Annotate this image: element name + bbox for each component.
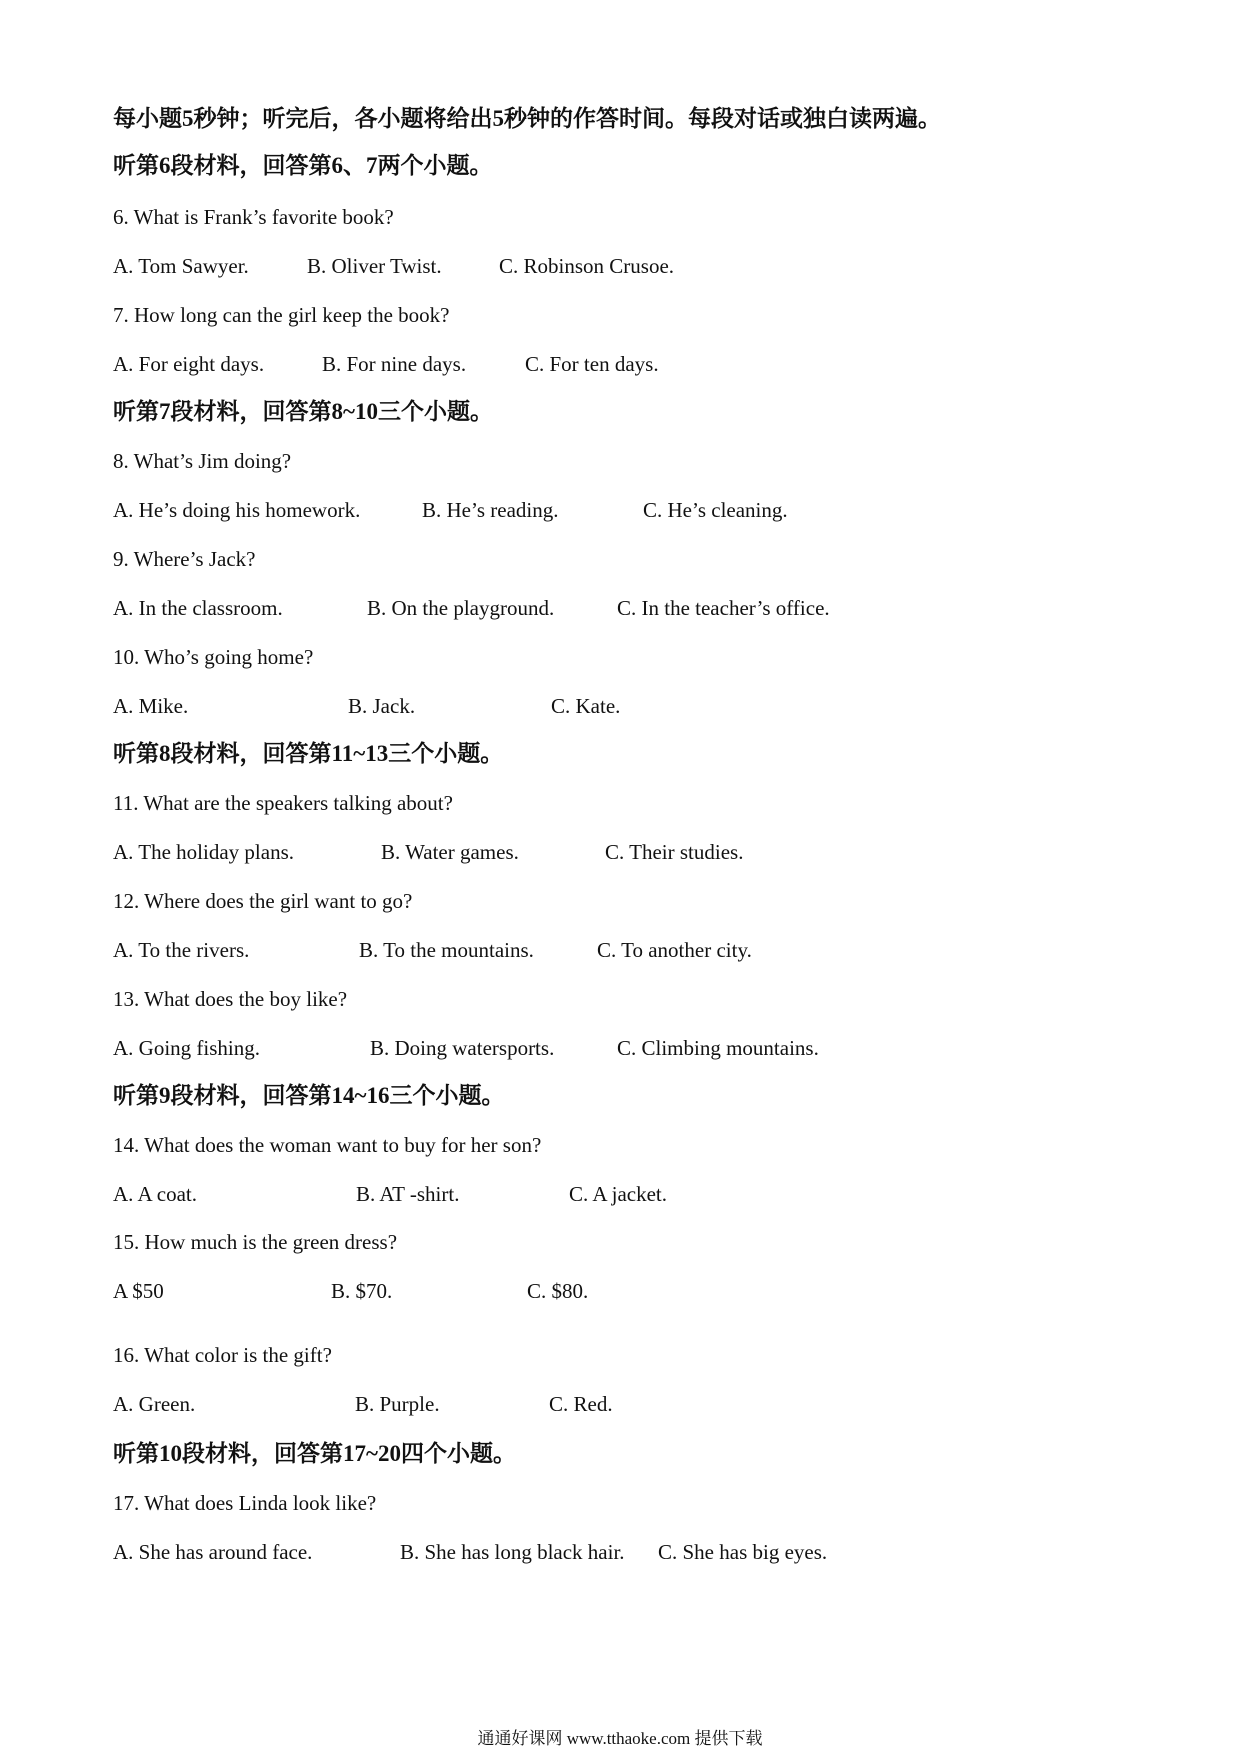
- question-text: 15. How much is the green dress?: [113, 1230, 398, 1254]
- option-c: C. For ten days.: [525, 352, 659, 376]
- option-c: C. Red.: [549, 1392, 613, 1416]
- option-b: B. Purple.: [355, 1392, 440, 1416]
- option-c: C. He’s cleaning.: [643, 498, 788, 522]
- option-b: B. To the mountains.: [359, 938, 534, 962]
- option-c: C. Kate.: [551, 694, 621, 718]
- question-text: 9. Where’s Jack?: [113, 547, 256, 571]
- question-text: 16. What color is the gift?: [113, 1343, 332, 1367]
- question-text: 14. What does the woman want to buy for her son?: [113, 1133, 542, 1157]
- option-a: A $50: [113, 1279, 164, 1303]
- option-a: A. To the rivers.: [113, 938, 250, 962]
- option-b: B. Jack.: [348, 694, 416, 718]
- option-a: A. The holiday plans.: [113, 840, 295, 864]
- option-b: B. AT -shirt.: [356, 1182, 460, 1206]
- option-a: A. She has around face.: [113, 1540, 313, 1564]
- option-b: B. She has long black hair.: [400, 1540, 625, 1564]
- option-c: C. $80.: [527, 1279, 589, 1303]
- section-heading: 听第9段材料，回答第14~16三个小题。: [113, 1083, 505, 1108]
- option-c: C. A jacket.: [569, 1182, 667, 1206]
- section-heading: 听第8段材料，回答第11~13三个小题。: [113, 741, 504, 766]
- option-a: A. Green.: [113, 1392, 196, 1416]
- option-c: C. Climbing mountains.: [617, 1036, 819, 1060]
- question-text: 10. Who’s going home?: [113, 645, 314, 669]
- option-b: B. Water games.: [381, 840, 519, 864]
- question-text: 6. What is Frank’s favorite book?: [113, 205, 394, 229]
- option-a: A. Mike.: [113, 694, 189, 718]
- question-text: 8. What’s Jim doing?: [113, 449, 292, 473]
- option-a: A. Going fishing.: [113, 1036, 260, 1060]
- option-c: C. Robinson Crusoe.: [499, 254, 675, 278]
- option-a: A. A coat.: [113, 1182, 197, 1206]
- instruction-text: 每小题5秒钟；听完后，各小题将给出5秒钟的作答时间。每段对话或独白读两遍。: [113, 106, 941, 131]
- question-text: 17. What does Linda look like?: [113, 1491, 377, 1515]
- option-c: C. She has big eyes.: [658, 1540, 828, 1564]
- option-b: B. For nine days.: [322, 352, 467, 376]
- option-a: A. For eight days.: [113, 352, 265, 376]
- option-b: B. On the playground.: [367, 596, 555, 620]
- option-a: A. In the classroom.: [113, 596, 283, 620]
- option-c: C. Their studies.: [605, 840, 744, 864]
- section-heading: 听第7段材料，回答第8~10三个小题。: [113, 399, 493, 424]
- option-b: B. $70.: [331, 1279, 393, 1303]
- option-b: B. Doing watersports.: [370, 1036, 555, 1060]
- option-a: A. He’s doing his homework.: [113, 498, 361, 522]
- page-footer: 通通好课网 www.tthaoke.com 提供下载: [477, 1729, 763, 1748]
- section-heading: 听第10段材料，回答第17~20四个小题。: [113, 1441, 516, 1466]
- option-b: B. Oliver Twist.: [307, 254, 442, 278]
- question-text: 7. How long can the girl keep the book?: [113, 303, 450, 327]
- question-text: 13. What does the boy like?: [113, 987, 348, 1011]
- option-b: B. He’s reading.: [422, 498, 559, 522]
- option-a: A. Tom Sawyer.: [113, 254, 249, 278]
- section-heading: 听第6段材料，回答第6、7两个小题。: [113, 153, 493, 178]
- option-c: C. To another city.: [597, 938, 752, 962]
- question-text: 11. What are the speakers talking about?: [113, 791, 453, 815]
- option-c: C. In the teacher’s office.: [617, 596, 830, 620]
- question-text: 12. Where does the girl want to go?: [113, 889, 413, 913]
